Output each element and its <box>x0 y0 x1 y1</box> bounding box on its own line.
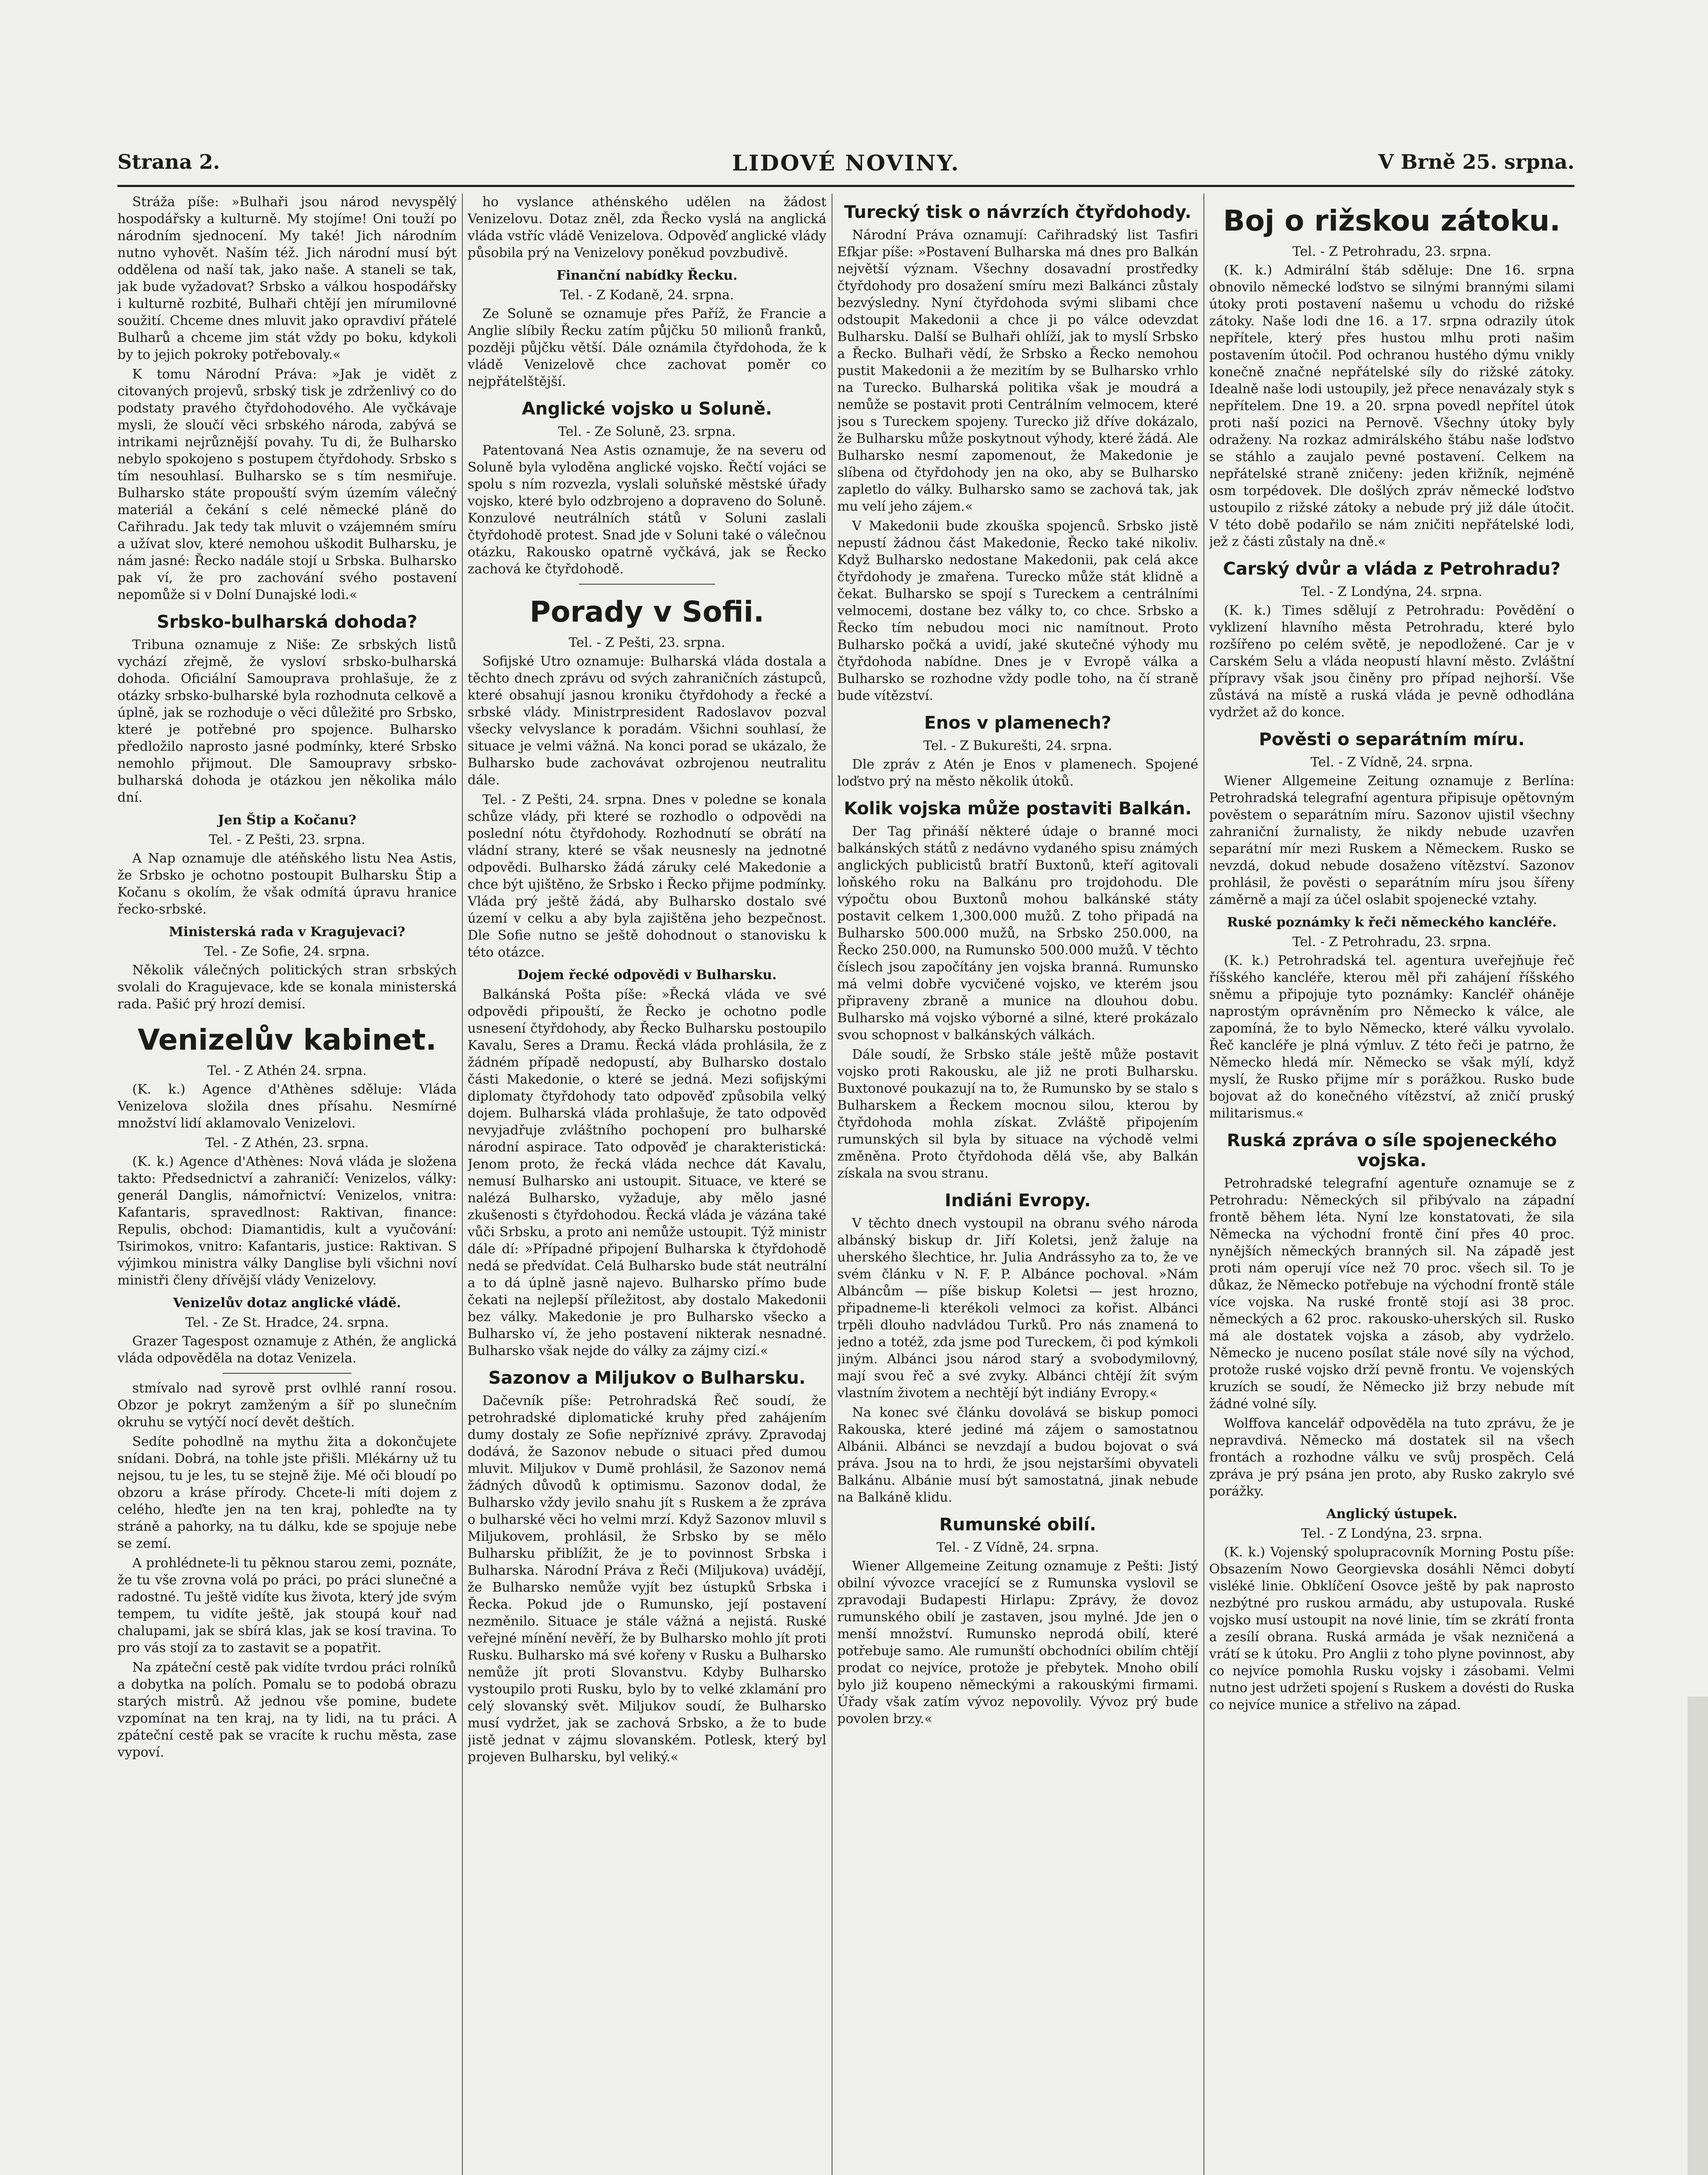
article-text: Dle zpráv z Atén je Enos v plamenech. Spojené loďstvo prý na město několik útoků. <box>837 757 1198 789</box>
subheadline: Finanční nabídky Řecku. <box>556 268 738 283</box>
column-2 <box>468 194 826 2175</box>
article-text: Der Tag přináší některé údaje o branné moci balkánských států z nedávno vydaného spisu známých anglických publicistů bratří Buxtonů, kteří agitovali loňského roku na Balkánu pro trojdohodu. Dle výpočtu obou Buxtonů mohou balkánské státy postavit celkem 1,300.000 mužů. Z toho připadá na Bulharsko 500.000 mužů, na Srbsko 250.000, na Řecko 250.000, na Rumunsko 500.000 mužů. V těchto číslech jsou započítány jen vojska branná. Rumunsko má velmi dobře vycvičené vojsko, ve kterém jsou připraveny zbraně a munice na dlouhou dobu. Bulharsko má vojsko výborné a silné, které prokázalo svou schopnost v balkánských válkách. <box>837 824 1198 1043</box>
article-text: V těchto dnech vystoupil na obranu svého národa albánský biskup dr. Jiří Koletsi, jenž žaluje na uherského šlechtice, hr. Julia Andrássyho za to, že ve svém článku v N. F. P. Albánce pochoval. »Nám Albáncům — píše biskup Koletsi — jest hrozno, připadneme-li kterékoli velmoci za kořist. Albánci trpěli dlouho nadvládou Turků. Pro nás znamená to jedno a totéž, zda jsme pod Tureckem, či pod kýmkoli jiným. Albánci jsou národ starý a svobodymilovný, mají svou řeč a své zvyky. Albánci chtějí žít svým vlastním životem a nechtějí být indiány Evropy.« <box>837 1216 1198 1401</box>
article-text: V Makedonii bude zkouška spojenců. Srbsko jistě nepustí žádnou část Makedonie, Řecko také nikoliv. Když Bulharsko nedostane Makedonii, pak celá akce čtyřdohody je zmařena. Turecko může stát klidně a čekat. Bulharsko se spojí s Tureckem a centrálními velmocemi, dostane bez války to, co chce. Srbsko a Řecko tím nebudou moci nic namítnout. Proto Bulharsko počká a uvidí, jaké skutečné výhody mu čtyřdohoda nabídne. Dnes je v Evropě válka a Bulharsko se rozhodne vždy podle toho, na čí straně bude vítězství. <box>837 519 1198 703</box>
column-4 <box>1209 194 1574 2175</box>
column-rule <box>462 194 463 2175</box>
subheadline: Ministerská rada v Kragujevaci? <box>169 924 405 940</box>
headline-venizelos: Venizelův kabinet. <box>137 1023 437 1057</box>
article-text: (K. k.) Petrohradská tel. agentura uveřejňuje řeč říšského kancléře, kterou měl při zahájení říšského sněmu a připojuje tyto poznámky: Kancléř oháněje naprostým oprávněním pro Německo k válce, ale zapomíná, že to bylo Německo, které válku vyvolalo. Řeč kancléře je plná výmluv. Z této řeči je patrno, že Německo hledá mír. Německo se však mýlí, když myslí, že Rusko přijme mír s porážkou. Rusko bude bojovat až do konečného vítězství, až zničí pruský militarismus.« <box>1209 953 1574 1121</box>
subheadline: Ruské poznámky k řeči německého kancléře. <box>1227 915 1557 930</box>
article-text: (K. k.) Agence d'Athènes: Nová vláda je složena takto: Předsednictví a zahraničí: Venizelos, války: generál Danglis, námořnictví: Venizelos, vnitra: Kafantaris, spravedlnost: Raktivan, finance: Repulis, obchod: Diamantidis, kult a vyučování: Tsirimokos, vnitro: Kafantaris, justice: Raktivan. S výjimkou ministra války Danglise byli všichni noví ministři členy dřívější vlády Venizelovy. <box>117 1154 457 1288</box>
article-text: Wiener Allgemeine Zeitung oznamuje z Berlína: Petrohradská telegrafní agentura připisuje opětovným pověstem o separátním míru. Sazonov ujistil všechny zahraniční žurnalisty, že nikdy nebude uzavřen separátní mír mezi Ruskem a Německem. Rusko se nevzdá, dokud nebude dosaženo vítězství. Sazonov prohlásil, že pověsti o separátním míru jsou šířeny záměrně a mají za účel oslabit spojenecké vztahy. <box>1209 773 1574 907</box>
subheadline: Anglický ústupek. <box>1326 1506 1457 1522</box>
dateline-telegram: Tel. - Z Petrohradu, 23. srpna. <box>1292 934 1491 950</box>
feuilleton-text: Na zpáteční cestě pak vidíte tvrdou práci rolníků a dobytka na polích. Pomalu se to podobá obrazu starých mistrů. Až jednou vše pomine, budete vzpomínat na ten kraj, na ty lidi, na tu práci. A zpáteční cestě pak se vracíte k ruchu města, zase vypoví. <box>117 1660 457 1760</box>
headline-povesti: Pověsti o separátním míru. <box>1259 729 1525 750</box>
headline-srbsko: Srbsko-bulharská dohoda? <box>157 612 418 632</box>
subheadline: Venizelův dotaz anglické vládě. <box>173 1295 401 1311</box>
dateline-telegram: Tel. - Ze Sofie, 24. srpna. <box>204 944 370 959</box>
article-text: (K. k.) Admirální štáb sděluje: Dne 16. srpna obnovilo německé loďstvo se silnými brannými silami útoky proti postavení našemu u vchodu do rižské zátoky. Naše lodi dne 16. a 17. srpna odrazily útok nepřítele, který přes hustou mlhu proti našim postavením útočil. Pod ochranou hustého dýmu vnikly konečně značné nepřátelské síly do rižské zátoky. Idealně naše lodi ustoupily, jež přece nenavázaly styk s nepřítelem. Dne 19. a 20. srpna povedl nepřítel útok proti naší pozici na Pernově. Všechny útoky byly odraženy. Na rozkaz admirálského štábu naše loďstvo se stáhlo a zaujalo pevné postavení. Celkem na nepřátelské straně zničeny: jeden křižník, nejméně osm torpédovek. Dle došlých zpráv německé loďstvo ustoupilo z rižské zátoky a nebude prý již dále útočit. V této době podařilo se nám zničiti nepřátelské lodi, jež z části zůstaly na dně.« <box>1209 263 1574 549</box>
article-text: Wiener Allgemeine Zeitung oznamuje z Pešti: Jistý obilní vývozce vracející se z Rumunska vyslovil se zpravodaji Budapesti Hirlapu: Zprávy, že dovoz rumunského obilí je zastaven, jsou mylné. Jde jen o menší množství. Rumunsko neprodá obilí, které potřebuje samo. Ale rumunští obchodníci obilím chtějí prodat co nejvíce, protože je přebytek. Mnoho obilí bylo již koupeno německými a rakouskými firmami. Úřady však zatím vývoz nepovolily. Vývoz prý bude povolen brzy.« <box>837 1559 1198 1727</box>
article-text: (K. k.) Times sdělují z Petrohradu: Povědění o vyklizení hlavního města Petrohradu, které bylo rozšířeno po celém světě, je nepodložené. Car je v Carském Selu a vláda neopustí hlavní město. Zvláštní přípravy však jsou činěny pro případ nejhorší. Vše zůstává na místě a ruská vláda je pevně odhodlána vydržet až do konce. <box>1209 603 1574 720</box>
dateline-telegram: Tel. - Z Pešti, 23. srpna. <box>209 832 365 847</box>
column-1 <box>117 194 457 2175</box>
column-3 <box>837 194 1198 2175</box>
headline-turecky: Turecký tisk o návrzích čtyřdohody. <box>844 202 1192 222</box>
article-text: Balkánská Pošta píše: »Řecká vláda ve své odpovědi připouští, že Řecko je ochotno podle usnesení čtyřdohody, aby Řecko Bulharsku postoupilo Kavalu, Seres a Dramu. Řecká vláda prohlásila, že z žádném případě nedopustí, aby Bulharsko dostalo části Makedonie, o které se jedná. Mezi sofijskými diplomaty čtyřdohody tato odpověď způsobila velký dojem. Bulharská vláda prohlašuje, že tato odpověď nevyjadřuje zvláštního pochopení pro bulharské národní aspirace. Tato odpověď je charakteristická: Jenom proto, že řecká vláda nechce dát Kavalu, nemusí Bulharsko ani ustoupit. Situace, ve které se nalézá Bulharsko, vyžaduje, aby mělo jasné zkušenosti s čtyřdohodou. Řecká vláda je vázána také vůči Srbsku, a proto ani nemůže ustoupit. Týž ministr dále dí: »Případné připojení Bulharska k čtyřdohodě nedá se předvídat. Celá Bulharsko bude stát neutrální a to dá úplně jasně najevo. Bulharsko přímo bude čekati na nejlepší příležitost, aby dostalo Makedonii bez války. Makedonie je pro Bulharsko všecko a Bulharsko ví, že jeho postavení nikterak nesnadné. Bulharsko však nejde do války za zájmy cizí.« <box>468 987 826 1359</box>
article-text: Národní Práva oznamují: Cařihradský list Tasfiri Efkjar píše: »Postavení Bulharska má dnes pro Balkán největší význam. Všechny dosavadní prostředky čtyřdohody pro dosažení smíru mezi Balkánci zůstaly bezvýsledny. Nyní čtyřdohoda svými slibami chce odstoupit Makedonii a chce ji po válce odevzdat Bulharsku. Další se Bulhaři ohlíží, jak to myslí Srbsko a Řecko. Bulhaři vědí, že Srbsko a Řecko nemohou pustit Makedonii a že mezitím by se Bulharsko vrhlo na Turecko. Bulharská politika však je moudrá a nemůže se postavit proti Centrálním velmocem, které jsou s Tureckem spojeny. Turecko již dříve dokázalo, že Bulharsku může poskytnout výhody, které žádá. Ale Bulharsko nesmí zapomenout, že Makedonie je slíbena od čtyřdohody jen na oko, aby se Bulharsko zapletlo do války. Bulharsko samo se zachová tak, jak mu velí jeho zájem.« <box>837 228 1198 514</box>
dateline-telegram: Tel. - Z Pešti, 23. srpna. <box>568 635 725 650</box>
dateline-telegram: Tel. - Z Athén, 23. srpna. <box>205 1135 369 1151</box>
feuilleton-text: stmívalo nad syrově prst ovlhlé ranní rosou. Obzor je pokryt zamženým a šíř po slunečním okruhu se vytýčí nocí devět deštích. <box>117 1381 457 1430</box>
article-text: (K. k.) Agence d'Athènes sděluje: Vláda Venizelova složila dnes přísahu. Nesmírné množství lidí aklamovalo Venizelovi. <box>117 1082 457 1131</box>
article-text: Tel. - Z Pešti, 24. srpna. Dnes v poledne se konala schůze vlády, při které se rozhodlo o odpovědi na poslední nótu čtyřdohody. Rozhodnutí se obrátí na vládní strany, které se však neusnesly na jednotné odpovědi. Bulharsko žádá záruky celé Makedonie a chce být ujištěno, že Srbsko i Řecko přijme podmínky. Vláda prý ještě žádá, aby Bulharsko dostalo své území v celku a aby byla zajištěna jeho bezpečnost. Dle Sofie nutno se ještě dohodnout o stanovisku k této otázce. <box>468 792 826 960</box>
article-text: Sofijské Utro oznamuje: Bulharská vláda dostala a těchto dnech zprávu od svých zahraničních zástupců, které obsahují jasnou kroniku čtyřdohody a řecké a srbské vlády. Ministrpresident Radoslavov pozval všecky velvyslance k poradám. Všichni souhlasí, že situace je velmi vážná. Na konci porad se ukázalo, že Bulharsko bude zachovávat ozbrojenou neutralitu dále. <box>468 654 826 788</box>
feuilleton-text: A prohlédnete-li tu pěknou starou zemi, poznáte, že tu vše zrovna volá po práci, po práci slunečné a radostné. Tu ještě vidíte kus života, který jde svým tempem, tu vidíte ještě, jak stoupá kouř nad chalupami, jak se sbírá klas, jak se kosí travina. To pro vás stojí za to zastavit se a popatřit. <box>117 1556 457 1656</box>
headline-kolik: Kolik vojska může postaviti Balkán. <box>844 799 1192 819</box>
dateline-telegram: Tel. - Z Vídně, 24. srpna. <box>1310 755 1473 770</box>
headline-boj: Boj o rižskou zátoku. <box>1223 204 1561 238</box>
article-text: Petrohradské telegrafní agentuře oznamuje se z Petrohradu: Německých sil přibývalo na západní frontě během léta. Nyní lze konstatovati, že sila Německa na východní frontě činí přes 40 proc. nynějších německých branných sil. Na západě jest proti nám operují více než 70 proc. všech sil. To je důkaz, že Německo potřebuje na východní frontě stále více vojska. Na ruské frontě stojí asi 38 proc. německých a 62 proc. rakousko-uherských sil. Rusko má ale dostatek vojska a zásob, aby vydrželo. Německo je nuceno posílat stále nové síly na východ, protože ruské vojsko drží pevně frontu. Ve vojenských kruzích se soudí, že Německo již brzy nebude mít žádné volné síly. <box>1209 1176 1574 1412</box>
column-rule <box>1203 194 1204 2175</box>
article-text: Dačevník píše: Petrohradská Řeč soudí, že petrohradské diplomatické kruhy před zahájením dumy dostaly ze Sofie nepříznivé zprávy. Zpravodaj dodává, že Sazonov nebude o situaci před dumou mluvit. Miljukov v Dumě prohlásil, že Sazonov nemá žádných důvodů k optimismu. Sazonov dodal, že Bulharsko vždy jevilo snahu jít s Ruskem a že zpráva o bulharské věci ho velmi mrzí. Když Sazonov mluvil s Miljukovem, prohlásil, že Srbsko by se mělo Bulharsku přiblížit, že je to povinnost Srbska i Bulharska. Národní Práva z Řeči (Miljukova) uvádějí, že Bulharsko nemůže vyjít bez ústupků Srbska i Řecka. Pokud jde o Rumunsko, její postavení nezměnilo. Situace je stále vážná a nejistá. Ruské veřejné mínění nevěří, že by Bulharsko mohlo jít proti Rusku. Bulharsko má své kořeny v Rusku a Bulharsko nemůže jít proti Slovanstvu. Kdyby Bulharsko vystoupilo proti Rusku, bylo by to velké zklamání pro celý slovanský svět. Miljukov soudí, že Bulharsko musí vydržet, jak se zachová Srbsko, a že to bude jistě jednat v zájmu slovanském. Potlesk, který byl projeven Bulharsku, byl veliký.« <box>468 1393 826 1765</box>
article-text: Patentovaná Nea Astis oznamuje, že na severu od Soluně byla vyloděna anglické vojsko. Řečtí vojáci se spolu s ním rozvezla, vyslali soluňské městské úřady vojsko, které bylo odzbrojeno a dopraveno do Soluně. Konzulové neutrálních států v Soluni zaslali čtyřdohodě protest. Snad jde v Soluni také o válečnou otázku, Rakousko opatrně vyčkává, jak se Řecko zachová ke čtyřdohodě. <box>468 443 826 577</box>
page-edge-shadow <box>1688 1696 1708 2175</box>
article-text: A Nap oznamuje dle atéňského listu Nea Astis, že Srbsko je ochotno postoupit Bulharsku Štip a Kočanu s okolím, že však odmítá úpravu hranice řecko-srbské. <box>117 851 457 917</box>
newspaper-title: LIDOVÉ NOVINY. <box>732 150 960 176</box>
headline-porady: Porady v Sofii. <box>529 595 765 629</box>
feuilleton-rule <box>223 1373 351 1374</box>
page-header <box>117 150 1574 185</box>
headline-anglicke: Anglické vojsko u Soluně. <box>521 399 772 419</box>
headline-sazonov: Sazonov a Miljukov o Bulharsku. <box>488 1368 806 1388</box>
dateline-telegram: Tel. - Z Athén 24. srpna. <box>207 1063 367 1078</box>
dateline: V Brně 25. srpna. <box>1378 150 1574 174</box>
subheadline: Jen Štip a Kočanu? <box>217 813 357 828</box>
dateline-telegram: Tel. - Z Petrohradu, 23. srpna. <box>1292 244 1491 259</box>
article-text: (K. k.) Vojenský spolupracovník Morning Postu píše: Obsazením Nowo Georgievska dosáhli Němci dobytí visléké linie. Obklíčení Osovce ještě by pak naprosto nezbýtné pro ruskou armádu, aby ustupovala. Ruské vojsko musí ustoupit na nové linie, tím se zkrátí fronta a zesílí obrana. Ruská armáda je však nezničená a vrátí se k útoku. Pro Anglii z toho plyne povinnost, aby co nejvíce pomohla Rusku vojsky i zásobami. Velmi nutno jest udržeti spojení s Ruskem a dovésti do Ruska co nejvíce munice a střelivo na západ. <box>1209 1545 1574 1713</box>
article-text: Několik válečných politických stran srbských svolali do Kragujevace, kde se konala ministerská rada. Pašić prý hrozí demisí. <box>117 963 457 1012</box>
section-rule <box>579 584 715 585</box>
dateline-telegram: Tel. - Ze Soluně, 23. srpna. <box>558 424 736 439</box>
dateline-telegram: Tel. - Z Kodaně, 24. srpna. <box>560 288 734 303</box>
article-text: Dále soudí, že Srbsko stále ještě může postavit vojsko proti Rakousku, ale již ne proti Bulharsku. Buxtonové poukazují na to, že Rumunsko by se stalo s Bulharskem a Řeckem mocnou silou, kterou by čtyřdohoda mohla získat. Zvláště připojením rumunských sil byla by situace na východě velmi změněna. Proto čtyřdohoda dělá vše, aby Balkán získala na svou stranu. <box>837 1047 1198 1181</box>
headline-indiani: Indiáni Evropy. <box>945 1191 1091 1211</box>
subheadline: Dojem řecké odpovědi v Bulharsku. <box>517 967 777 983</box>
article-text: Wolffova kancelář odpověděla na tuto zprávu, že je nepravdivá. Německo má dostatek sil na všech frontách a rozhodne válku ve svůj prospěch. Celá zpráva je prý psána jen proto, aby Rusko zakrylo své porážky. <box>1209 1416 1574 1499</box>
article-text: Na konec své článku dovolává se biskup pomoci Rakouska, které jediné má zájem o samostatnou Albánii. Albánci se nevzdají a budou bojovat o svá práva. Jsou na to hrdi, že jsou nejstaršími obyvateli Balkánu. Albánie musí být samostatná, jinak nebude na Balkáně klidu. <box>837 1405 1198 1505</box>
header-rule <box>117 185 1574 187</box>
dateline-telegram: Tel. - Z Londýna, 24. srpna. <box>1301 584 1483 599</box>
dateline-telegram: Tel. - Z Bukurešti, 24. srpna. <box>923 738 1113 753</box>
headline-carsky: Carský dvůr a vláda z Petrohradu? <box>1223 559 1561 579</box>
dateline-telegram: Tel. - Ze St. Hradce, 24. srpna. <box>185 1315 389 1330</box>
article-text: ho vyslance athénského udělen na žádost Venizelovu. Dotaz zněl, zda Řecko vyslá na anglická vláda vstříc vládě Venizelova. Odpověď anglické vlády působila prý na Venizelovy poněkud povzbudivě. <box>468 194 826 261</box>
headline-ruska: Ruská zpráva o síle spojeneckého vojska. <box>1227 1131 1557 1171</box>
article-text: Tribuna oznamuje z Niše: Ze srbských listů vychází zřejmě, že vysloví srbsko-bulharská dohoda. Oficiální Samouprava prohlašuje, že z otázky srbsko-bulharské byla rozhodnuta celkově a úplně, jak se rozhoduje o věci důležité pro Srbsko, které je potřebné pro spojence. Bulharsko předložilo naprosto jasné podmínky, které Srbsko nemohlo přijmout. Dle Samoupravy srbsko-bulharská dohoda je otázkou jen několika málo dní. <box>117 637 457 805</box>
feuilleton-text: Sedíte pohodlně na mythu žita a dokončujete snídani. Dobrá, na tohle jste přišli. Mlékárny už tu nejsou, tu je les, tu se stejně žije. Mé oči bloudí po obzoru a kráse přírody. Chcete-li míti dojem z celého, hleďte jen na ten kraj, pohleďte na ty stráně a pahorky, na tu dálku, kde se spojuje nebe se zemí. <box>117 1434 457 1551</box>
headline-enos: Enos v plamenech? <box>924 713 1112 733</box>
dateline-telegram: Tel. - Z Vídně, 24. srpna. <box>936 1540 1099 1555</box>
article-text: Stráža píše: »Bulhaři jsou národ nevyspělý hospodářsky a kulturně. My stojíme! Oni touží po národním sjednocení. My také! Jich národním nutno vyhovět. Naším též. Jich národní musí být oddělena od naší tak, jako naše. A staneli se tak, jak bude vyžadovat? Srbsko a válkou hospodářsky i kulturně rozbité, Bulhaři chtějí jen mírumilovné soužití. Chceme dnes mluvit jako opravdiví přátelé Bulharů a chceme jim stát vždy po boku, kdykoli by to jejich pokroky potřebovaly.« <box>117 194 457 362</box>
article-text: Grazer Tagespost oznamuje z Athén, že anglická vláda odpověděla na dotaz Venizela. <box>117 1334 457 1366</box>
article-text: Ze Soluně se oznamuje přes Paříž, že Francie a Anglie slíbily Řecku zatím půjčku 50 milionů franků, později půjčku větší. Dále oznámila čtyřdohoda, že k vládě Venizelově chce zachovat poměr co nejpřátelštější. <box>468 306 826 389</box>
page-number: Strana 2. <box>117 150 220 174</box>
headline-rumunske: Rumunské obilí. <box>939 1515 1096 1535</box>
dateline-telegram: Tel. - Z Londýna, 23. srpna. <box>1301 1526 1483 1541</box>
article-text: K tomu Národní Práva: »Jak je vidět z citovaných projevů, srbský tisk je zdrženlivý co do podstaty pravého čtyřdohodového. Ale vyčkávaje mysli, že sloučí věci srbského národa, zabývá se intrikami nejrůznější povahy. Tu di, že Bulharsko nebylo spokojeno s postupem čtyřdohody. Srbsko s tím nesouhlasí. Bulharsko se s tím nesmiřuje. Bulharsko státe propouští svým územím válečný materiál a čekání s celé německé pláně do Cařihradu. Jak tedy tak mluvit o vzájemném smíru a užívat slov, které nemohou uškodit Bulharsku, je nám jasné: Řecko nadále stojí u Srbska. Bulharsko pak ví, že pro zachování svého postavení nepomůže si v Dolní Dunajské lodi.« <box>117 367 457 602</box>
